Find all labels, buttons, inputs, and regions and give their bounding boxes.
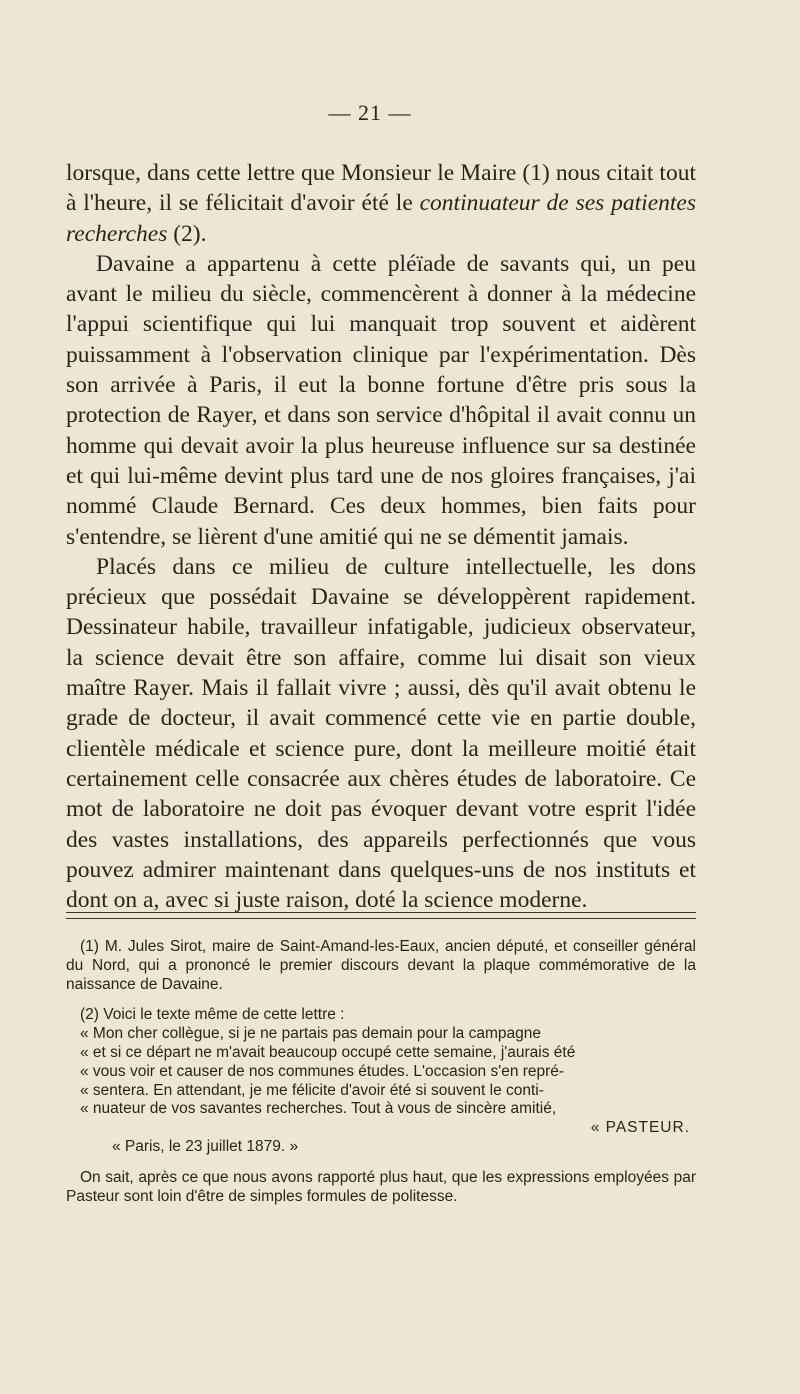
- letter-line-2: « et si ce départ ne m'avait beaucoup occupé cette semaine, j'aurais été: [80, 1043, 576, 1061]
- paragraph-1-italic: continuateur de ses patientes recherches: [66, 190, 696, 247]
- footnotes: [66, 938, 696, 1206]
- footnote-1: (1) M. Jules Sirot, maire de Saint-Amand-les-Eaux, ancien député, et conseiller général du Nord, qui a prononcé le premier discours devant la plaque commémorative de la naissance de Davaine.: [66, 938, 696, 993]
- letter-line-5: « nuateur de vos savantes recherches. Tout à vous de sincère amitié,: [80, 1100, 557, 1118]
- footnote-rule-top: [66, 912, 696, 913]
- letter-line-4: « sentera. En attendant, je me félicite d'avoir été si souvent le conti-: [80, 1081, 544, 1099]
- footnote-closing: On sait, après ce que nous avons rapporté plus haut, que les expressions employées par Pasteur sont loin d'être de simples formules de politesse.: [66, 1168, 696, 1205]
- page-number: — 21 —: [328, 100, 412, 125]
- letter-signature: « PASTEUR.: [590, 1119, 690, 1137]
- paragraph-2: Davaine a appartenu à cette pléïade de savants qui, un peu avant le milieu du siècle, commencèrent à donner à la médecine l'appui scientifique qui lui manquait trop souvent et aidèrent puissamment à l'observation clinique par l'expérimentation. Dès son arrivée à Paris, il eut la bonne fortune d'être pris sous la protection de Rayer, et dans son service d'hôpital il avait connu un homme qui devait avoir la plus heureuse influence sur sa destinée et qui lui-même devint plus tard une de nos gloires françaises, j'ai nommé Claude Bernard. Ces deux hommes, bien faits pour s'entendre, se lièrent d'une amitié qui ne se démentit jamais.: [66, 250, 696, 550]
- paragraph-1-end: (2).: [167, 220, 207, 247]
- footnote-rule-bottom: [66, 918, 696, 919]
- letter-place-date: « Paris, le 23 juillet 1879. »: [112, 1137, 299, 1155]
- paragraph-1: [66, 158, 696, 249]
- paragraph-3: Placés dans ce milieu de culture intellectuelle, les dons précieux que possédait Davaine se développèrent rapidement. Dessinateur habile, travailleur infatigable, judicieux observateur, la science devait être son affaire, comme lui disait son vieux maître Rayer. Mais il fallait vivre ; aussi, dès qu'il avait obtenu le grade de docteur, il avait commencé cette vie en partie double, clientèle médicale et science pure, dont la meilleure moitié était certainement celle consacrée aux chères études de laboratoire. Ce mot de laboratoire ne doit pas évoquer devant votre esprit l'idée des vastes installations, des appareils perfectionnés que vous pouvez admirer maintenant dans quelques-uns de nos instituts et dont on a, avec si juste raison, doté la science moderne.: [66, 553, 696, 914]
- letter-line-3: « vous voir et causer de nos communes études. L'occasion s'en repré-: [80, 1062, 565, 1080]
- paragraph-1-text: lorsque, dans cette lettre que Monsieur le Maire (1) nous citait tout à l'heure, il se félicitait d'avoir été le: [66, 160, 696, 217]
- footnote-2: (2) Voici le texte même de cette lettre :: [80, 1006, 345, 1024]
- letter-line-1: « Mon cher collègue, si je ne partais pas demain pour la campagne: [80, 1025, 541, 1043]
- main-text: [66, 158, 696, 915]
